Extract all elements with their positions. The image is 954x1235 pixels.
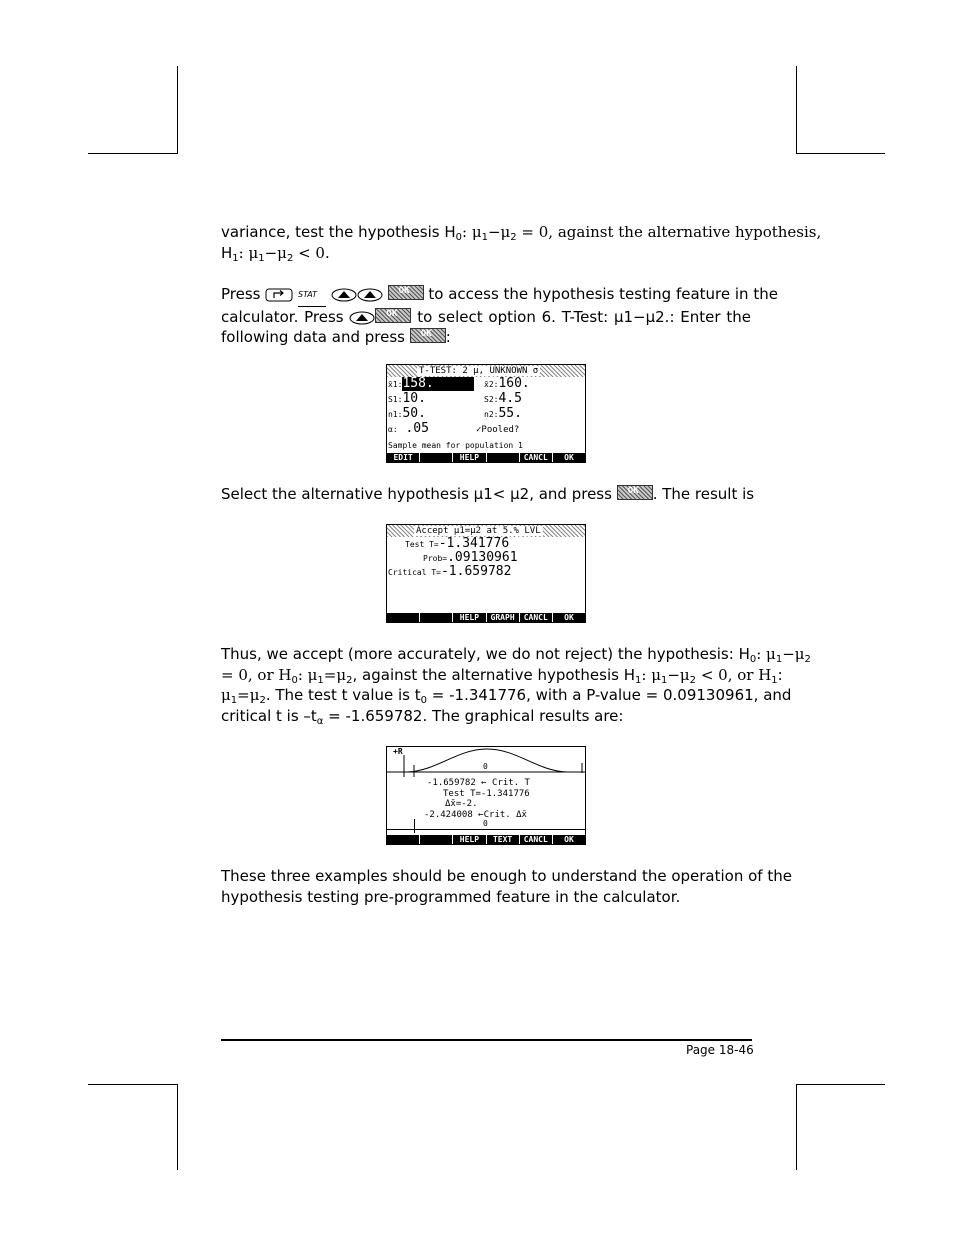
softkey-menu	[387, 613, 585, 622]
calculator-screen-ttest-result: Accept μ1=μ2 at 5.% LVL Test T=-1.341776 Prob=.09130961 Critical T=-1.659782 HELP GRAPH CANCL OK	[386, 524, 586, 623]
crop-mark	[796, 153, 885, 154]
alpha-field[interactable]: .05	[405, 421, 429, 436]
softkey-menu	[387, 835, 585, 844]
ok-softkey-icon	[410, 328, 446, 343]
help-softkey[interactable]: HELP	[453, 453, 486, 462]
crop-mark	[88, 153, 177, 154]
right-shift-key-icon	[265, 288, 293, 302]
ok-softkey-icon	[388, 285, 424, 300]
paragraph-select-alternative: Select the alternative hypothesis μ1< μ2, and press OK . The result is	[221, 484, 751, 505]
crop-mark	[177, 1084, 178, 1170]
blank-softkey[interactable]	[387, 613, 420, 622]
blank-softkey[interactable]	[487, 453, 520, 462]
page-number: Page 18-46	[686, 1043, 754, 1057]
edit-softkey[interactable]: EDIT	[387, 453, 420, 462]
footer-rule	[221, 1039, 752, 1041]
crop-mark	[177, 66, 178, 154]
blank-softkey[interactable]	[420, 835, 453, 844]
paragraph-instructions: Press STAT OK to access the hypothesis testing feature in the calculator. Press OK to select option 6. T-Test: μ1−μ2.: Enter the following data and press OK :	[221, 284, 751, 348]
test-t-value: -1.341776	[438, 536, 510, 551]
screen-header: Accept μ1=μ2 at 5.% LVL	[387, 525, 585, 537]
delta-x-label: Δx̄=-2.	[445, 799, 478, 809]
blank-softkey[interactable]	[387, 835, 420, 844]
test-t-label: Test T=-1.341776	[443, 789, 530, 799]
paragraph-summary: These three examples should be enough to understand the operation of the hypothesis testing pre-programmed feature in the calculator.	[221, 867, 792, 906]
crit-t-label: -1.659782 ← Crit. T	[427, 778, 530, 788]
cancel-softkey[interactable]: CANCL	[520, 835, 553, 844]
crop-mark	[796, 1084, 797, 1170]
screen-header: T-TEST: 2 μ, UNKNOWN σ	[387, 365, 585, 377]
n1-field[interactable]: 50.	[402, 406, 426, 421]
help-softkey[interactable]: HELP	[453, 613, 486, 622]
ok-softkey[interactable]: OK	[564, 835, 574, 844]
x1-field[interactable]: 158.	[402, 377, 474, 391]
up-arrow-key-icon	[349, 311, 375, 325]
pooled-checkbox[interactable]: ✓Pooled?	[476, 425, 520, 435]
blank-softkey[interactable]	[420, 453, 453, 462]
cancel-softkey[interactable]: CANCL	[520, 453, 553, 462]
blank-softkey[interactable]	[420, 613, 453, 622]
critical-t-value: -1.659782	[440, 564, 512, 579]
paragraph-hypothesis: variance, test the hypothesis $H_0$: $\mu_1-\mu_2 = 0$, against the alternative hypothesis, $H_1$: $\mu_1-\mu_2 < 0$.	[221, 223, 822, 264]
ok-softkey[interactable]: OK	[564, 453, 574, 462]
help-softkey[interactable]: HELP	[453, 835, 486, 844]
stat-key-icon: STAT	[298, 285, 326, 307]
cancel-softkey[interactable]: CANCL	[520, 613, 553, 622]
ok-softkey-icon	[375, 308, 411, 323]
ok-softkey[interactable]: OK	[564, 613, 574, 622]
crit-delta-x-label: -2.424008 ←Crit. Δx̄	[424, 810, 527, 820]
n2-field[interactable]: 55.	[498, 406, 522, 421]
graph-softkey[interactable]: GRAPH	[487, 613, 520, 622]
calculator-screen-ttest-input: T-TEST: 2 μ, UNKNOWN σ x̄1:158. x̄2:160. S1:10. S2:4.5 n1:50. n2:55. α: .05 ✓Pooled? Sample mean for population 1 EDIT HELP CANCL OK	[386, 364, 586, 463]
crop-mark	[88, 1084, 177, 1085]
text-softkey[interactable]: TEXT	[487, 835, 520, 844]
paragraph-conclusion: Thus, we accept (more accurately, we do not reject) the hypothesis: $H_0$: $\mu_1-\mu_2$ = 0, or $H_0$: $\mu_1=\mu_2$, against the alternative hypothesis $H_1$: $\mu_1-\mu_2 < 0$, or $H_1$: $\mu_1=\mu_2$. The test t value is $t_0 = -1.341776$, with a P-value = 0.09130961, and critical t is $-t_\alpha = -1.659782$. The graphical results are:	[221, 645, 811, 727]
x2-field[interactable]: 160.	[498, 376, 530, 391]
softkey-menu	[387, 453, 585, 462]
prob-value: .09130961	[447, 550, 518, 565]
ok-softkey-icon	[617, 485, 653, 500]
crop-mark	[796, 1084, 885, 1085]
status-line: Sample mean for population 1	[388, 441, 523, 450]
s2-field[interactable]: 4.5	[498, 391, 522, 406]
up-arrow-key-icon	[331, 288, 383, 302]
crop-mark	[796, 66, 797, 154]
s1-field[interactable]: 10.	[402, 391, 426, 406]
calculator-screen-ttest-graph: +R 0 -1.659782 ← Crit. T Test T=-1.341776 Δx̄=-2. -2.424008 ←Crit. Δx̄ 0 HELP TEXT CANCL OK	[386, 746, 586, 845]
